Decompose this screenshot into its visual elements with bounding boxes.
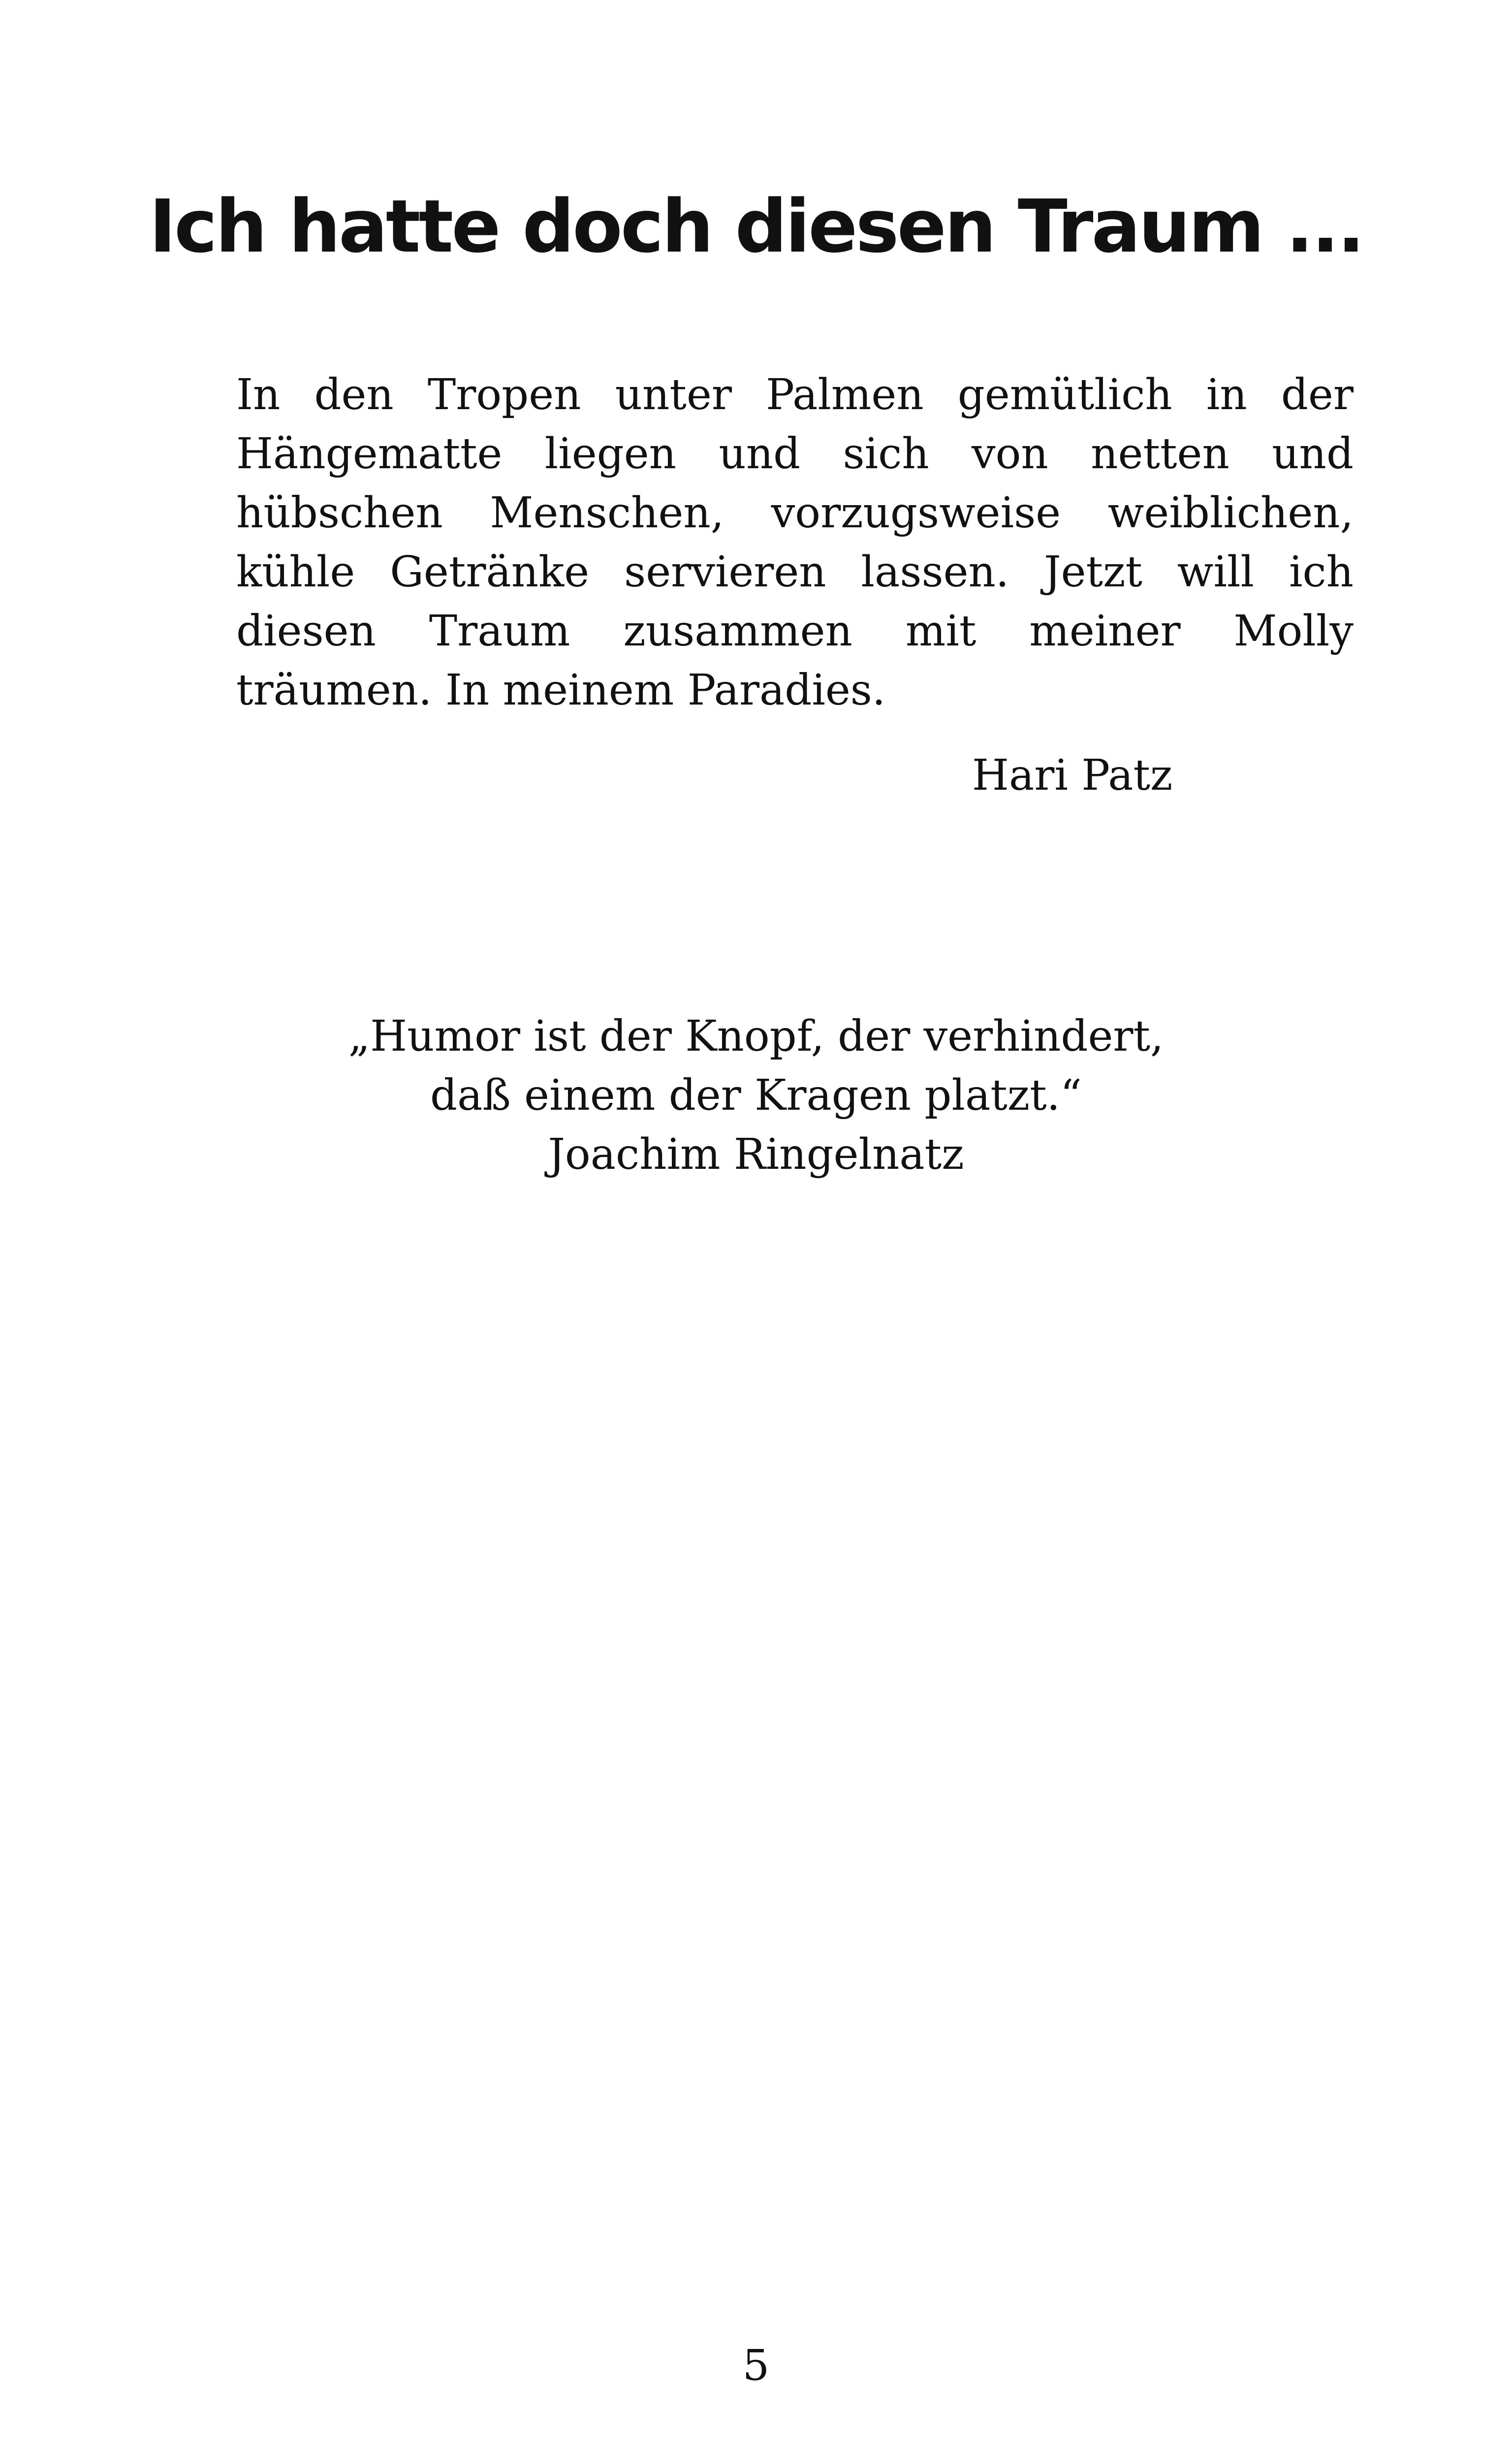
page-title: Ich hatte doch diesen Traum ... [149, 184, 1363, 269]
quote-line-1: „Humor ist der Knopf, der verhindert, [348, 1012, 1164, 1061]
epigraph-quote [0, 1007, 1512, 1184]
intro-paragraph: In den Tropen unter Palmen gemütlich in der Hängematte liegen und sich von netten und hübschen Menschen, vorzugsweise weiblichen, kühle Getränke servieren lassen. Jetzt will ich diesen Traum zusammen mit meiner Molly träumen. In meinem Paradies. [236, 370, 1354, 715]
page-number: 5 [742, 2341, 770, 2390]
quote-author: Joachim Ringelnatz [548, 1130, 964, 1179]
intro-author: Hari Patz [972, 751, 1173, 800]
quote-line-2: daß einem der Kragen platzt.“ [430, 1071, 1082, 1120]
